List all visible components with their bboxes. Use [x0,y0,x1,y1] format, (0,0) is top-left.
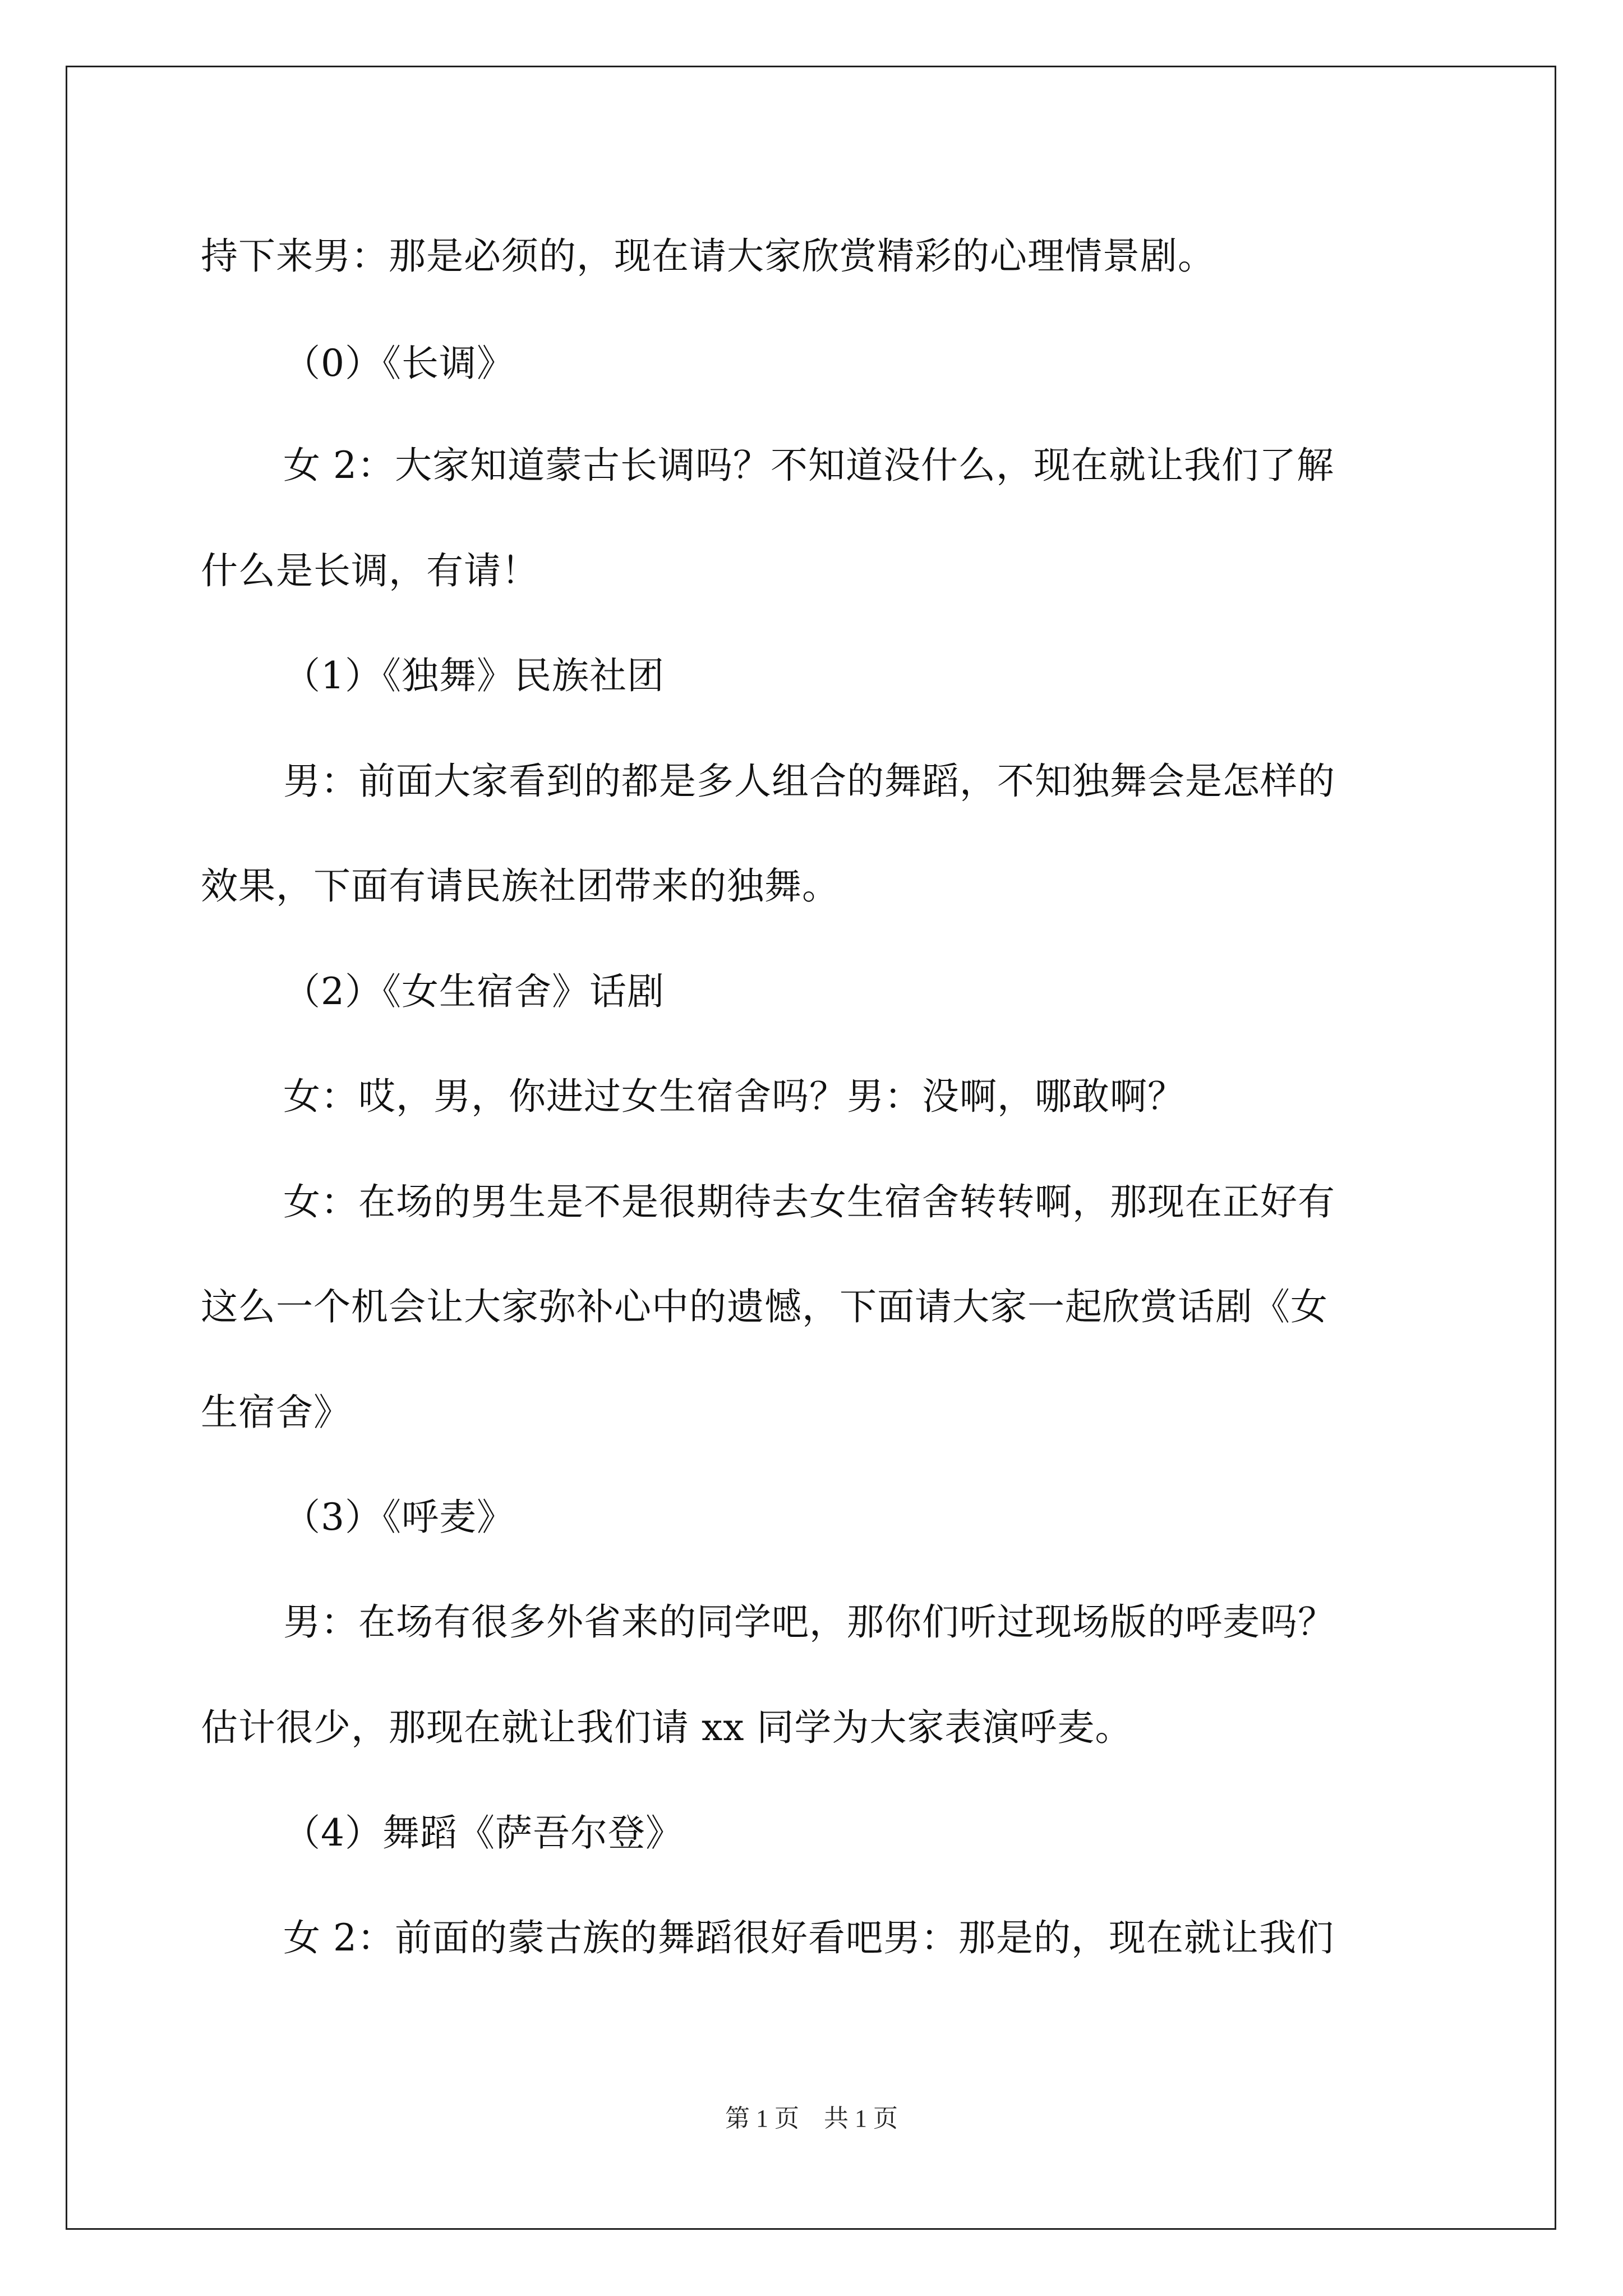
text-line: 女 2：前面的蒙古族的舞蹈很好看吧男：那是的，现在就让我们 [283,1916,1334,1959]
text-line: 男：前面大家看到的都是多人组合的舞蹈，不知独舞会是怎样的 [283,760,1335,803]
section-heading: （1）《独舞》民族社团 [283,654,665,697]
text-line: 估计很少，那现在就让我们请 xx 同学为大家表演呼麦。 [201,1706,1133,1749]
text-line: 女 2：大家知道蒙古长调吗？不知道没什么，现在就让我们了解 [283,444,1334,487]
text-line: 生宿舍》 [201,1391,351,1434]
text-line: 持下来男：那是必须的，现在请大家欣赏精彩的心理情景剧。 [201,234,1215,278]
text-line: 什么是长调，有请！ [201,549,539,592]
text-line: 男：在场有很多外省来的同学吧，那你们听过现场版的呼麦吗？ [283,1600,1335,1644]
text-line: 效果，下面有请民族社团带来的独舞。 [201,864,840,908]
page-border [66,66,1556,2230]
section-heading: （2）《女生宿舍》话剧 [283,970,665,1013]
text-line: 这么一个机会让大家弥补心中的遗憾，下面请大家一起欣赏话剧《女 [201,1285,1328,1328]
text-line: 女：在场的男生是不是很期待去女生宿舍转转啊，那现在正好有 [283,1180,1335,1223]
text-line: 女：哎，男，你进过女生宿舍吗？男：没啊，哪敢啊？ [283,1075,1185,1118]
page-number-footer: 第 1 页 共 1 页 [725,2105,898,2132]
section-heading: （3）《呼麦》 [283,1496,514,1539]
section-heading: （4）舞蹈《萨吾尔登》 [283,1811,683,1855]
section-heading: （0）《长调》 [283,342,514,385]
